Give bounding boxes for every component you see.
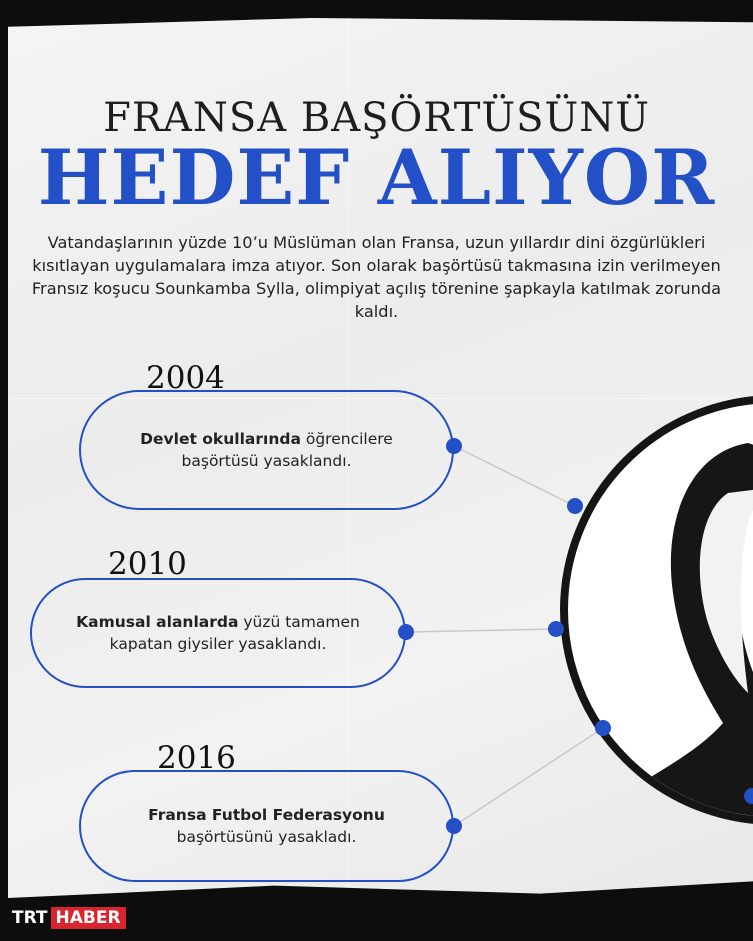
year-label: 2004 (146, 360, 225, 396)
connector-line (454, 446, 575, 506)
connector-dot (744, 788, 753, 804)
timeline-detail: başörtüsünü yasakladı. (176, 828, 357, 846)
timeline-detail: yüzü tamamen kapatan giysiler yasaklandı. (109, 613, 360, 653)
headline-main: HEDEF ALIYOR (37, 133, 716, 222)
year-label: 2016 (157, 740, 236, 776)
logo-trt: TRT (12, 908, 48, 928)
timeline-dot (446, 438, 462, 454)
timeline-text (62, 611, 374, 655)
trt-haber-logo (12, 907, 126, 929)
timeline-pill (79, 770, 454, 882)
timeline-dot (446, 818, 462, 834)
headline-top: FRANSA BAŞÖRTÜSÜNÜ (103, 95, 650, 141)
timeline-dot (398, 624, 414, 640)
logo-haber: HABER (51, 907, 126, 929)
timeline-pill (79, 390, 454, 510)
timeline-bold: Fransa Futbol Federasyonu (148, 806, 385, 824)
timeline-pill (30, 578, 406, 688)
connector-line (454, 728, 603, 826)
timeline-detail: öğrencilere başörtüsü yasaklandı. (181, 430, 393, 470)
connector-dot (548, 621, 564, 637)
connector-dot (567, 498, 583, 514)
timeline-text (111, 804, 422, 848)
timeline-bold: Kamusal alanlarda (76, 613, 239, 631)
year-label: 2010 (108, 546, 187, 582)
connector-line (406, 629, 556, 632)
timeline-bold: Devlet okullarında (140, 430, 301, 448)
intro-paragraph: Vatandaşlarının yüzde 10’u Müslüman olan Fransa, uzun yıllardır dini özgürlükleri kısıtlayan uygulamalara imza atıyor. Son olarak başörtüsü takmasına izin verilmeyen Fransız koşucu Sounkamba Sylla, olimpiyat açılış törenine şapkayla katılmak zorunda kaldı. (31, 233, 722, 321)
timeline-text (111, 428, 422, 472)
connector-dot (595, 720, 611, 736)
